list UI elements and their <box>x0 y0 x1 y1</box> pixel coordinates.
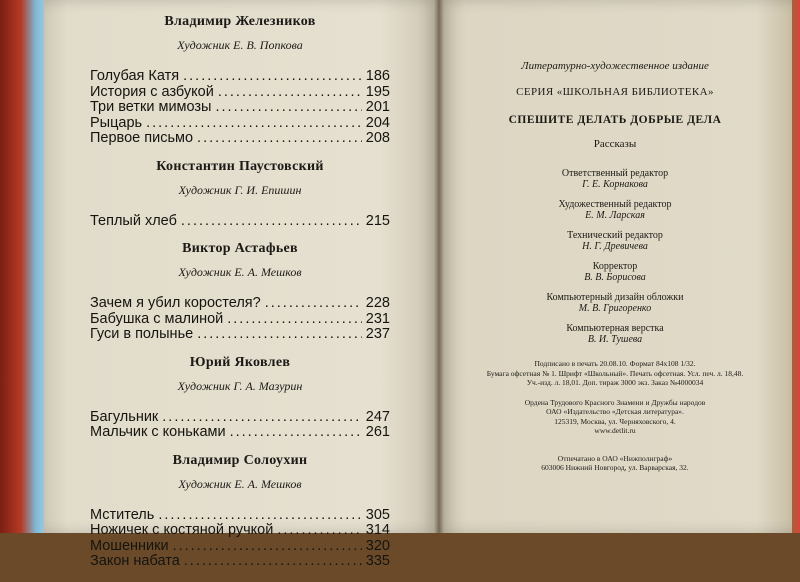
leader-dots <box>197 327 362 343</box>
story-title: Багульник <box>90 408 159 425</box>
leader-dots <box>162 410 362 426</box>
leader-dots <box>265 296 362 312</box>
leader-dots <box>184 554 362 570</box>
story-title: Теплый хлеб <box>90 212 177 229</box>
publisher-line: ОАО «Издательство «Детская литература». <box>546 407 684 416</box>
toc-entry <box>90 116 390 132</box>
page-number: 195 <box>365 83 390 100</box>
leader-dots <box>173 539 362 555</box>
story-title: Голубая Катя <box>90 68 180 84</box>
credit-item <box>462 168 768 190</box>
book-genre: Рассказы <box>593 138 637 150</box>
leader-dots <box>230 425 362 441</box>
credit-role: Ответственный редактор <box>561 168 669 179</box>
story-title: Первое письмо <box>90 130 194 146</box>
illustrator-credit: Художник Г. А. Мазурин <box>177 378 303 393</box>
page-number: 231 <box>365 310 390 327</box>
publisher-line: 125319, Москва, ул. Черняховского, 4. <box>554 416 676 426</box>
story-title: Рыцарь <box>90 114 143 131</box>
credit-name: В. В. Борисова <box>584 272 646 283</box>
story-title: Закон набата <box>90 553 180 569</box>
series-name: СЕРИЯ «ШКОЛЬНАЯ БИБЛИОТЕКА» <box>516 86 714 98</box>
toc-entry <box>90 539 390 555</box>
toc-entry <box>90 100 390 116</box>
imprint-page <box>462 60 768 473</box>
credit-name: В. И. Тушева <box>587 334 643 345</box>
leader-dots <box>183 69 362 85</box>
leader-dots <box>277 523 361 539</box>
page-number: 335 <box>365 553 390 569</box>
credit-name: Г. Е. Корнакова <box>582 179 648 190</box>
toc-entry <box>90 410 390 426</box>
print-spec-line: Уч.-изд. л. 18,01. Доп. тираж 3000 экз. Заказ №4000034 <box>526 378 704 387</box>
story-title: История с азбукой <box>90 83 214 100</box>
credit-name: Н. Г. Древичева <box>582 241 648 252</box>
story-title: Мальчик с коньками <box>90 424 226 440</box>
toc-entry <box>90 296 390 312</box>
toc-section <box>90 453 390 570</box>
leader-dots <box>197 131 362 147</box>
publisher-info <box>462 398 768 436</box>
illustrator-credit: Художник Е. В. Попкова <box>177 38 303 52</box>
printer-line: Отпечатано в ОАО «Нижполиграф» <box>557 453 673 463</box>
page-number: 201 <box>365 99 390 115</box>
credit-item <box>462 292 768 314</box>
page-number: 237 <box>365 326 390 342</box>
toc-entry <box>90 214 390 230</box>
toc-entry <box>90 312 390 328</box>
story-title: Зачем я убил коростеля? <box>90 295 261 311</box>
toc-section <box>90 14 390 147</box>
credit-item <box>462 230 768 252</box>
credit-role: Художественный редактор <box>558 199 672 210</box>
toc-section <box>90 159 390 230</box>
toc-entry <box>90 523 390 539</box>
publisher-line: www.detlit.ru <box>594 426 636 435</box>
story-title: Мошенники <box>90 537 169 554</box>
toc-entry <box>90 69 390 85</box>
credit-item <box>462 323 768 345</box>
toc-entry <box>90 131 390 147</box>
toc-entry <box>90 554 390 570</box>
toc-entry <box>90 508 390 524</box>
toc-entry <box>90 425 390 441</box>
page-number: 320 <box>365 537 390 554</box>
toc-section <box>90 241 390 343</box>
page-number: 247 <box>365 408 390 425</box>
credit-item <box>462 261 768 283</box>
credit-item <box>462 199 768 221</box>
table-of-contents <box>90 14 390 582</box>
leader-dots <box>158 508 361 524</box>
page-number: 314 <box>365 522 390 538</box>
printer-info <box>462 454 768 473</box>
toc-entry <box>90 327 390 343</box>
story-title: Гуси в полынье <box>90 326 194 342</box>
page-number: 215 <box>365 212 390 229</box>
page-number: 204 <box>365 114 390 131</box>
illustrator-credit: Художник Е. А. Мешков <box>178 265 302 279</box>
book-title: СПЕШИТЕ ДЕЛАТЬ ДОБРЫЕ ДЕЛА <box>508 114 722 126</box>
print-spec-line: Подписано в печать 20.08.10. Формат 84х108 1/32. <box>534 359 696 368</box>
printer-line: 603006 Нижний Новгород, ул. Варварская, 32. <box>541 463 689 472</box>
credit-name: М. В. Григоренко <box>578 303 652 314</box>
author-name: Константин Паустовский <box>156 158 324 174</box>
credit-role: Компьютерная верстка <box>566 323 664 334</box>
author-name: Юрий Яковлев <box>189 354 291 370</box>
page-number: 261 <box>365 424 390 440</box>
leader-dots <box>227 312 362 328</box>
leader-dots <box>146 116 362 132</box>
story-title: Ножичек с костяной ручкой <box>90 522 274 538</box>
page-number: 208 <box>365 130 390 146</box>
print-spec-line: Бумага офсетная № 1. Шрифт «Школьный». Печать офсетная. Усл. печ. л. 18,48. <box>486 368 744 378</box>
author-name: Владимир Солоухин <box>172 452 308 468</box>
page-number: 228 <box>365 295 390 311</box>
credit-role: Технический редактор <box>567 230 663 241</box>
leader-dots <box>218 85 362 101</box>
leader-dots <box>181 214 362 230</box>
publisher-line: Ордена Трудового Красного Знамени и Дружбы народов <box>524 397 706 407</box>
page-number: 305 <box>365 506 390 523</box>
edition-type: Литературно-художественное издание <box>521 60 709 72</box>
illustrator-credit: Художник Е. А. Мешков <box>178 476 302 491</box>
author-name: Виктор Астафьев <box>182 241 298 256</box>
illustrator-credit: Художник Г. И. Епишин <box>178 182 302 197</box>
author-name: Владимир Железников <box>164 14 316 29</box>
toc-section <box>90 355 390 441</box>
print-specs <box>462 359 768 388</box>
leader-dots <box>215 100 361 116</box>
credit-role: Компьютерный дизайн обложки <box>546 292 684 303</box>
credit-name: Е. М. Ларская <box>585 210 645 221</box>
book-gutter <box>434 0 444 533</box>
credit-role: Корректор <box>592 261 638 272</box>
story-title: Бабушка с малиной <box>90 310 224 327</box>
story-title: Мститель <box>90 506 155 523</box>
page-number: 186 <box>365 68 390 84</box>
credits-list <box>462 168 768 345</box>
toc-entry <box>90 85 390 101</box>
story-title: Три ветки мимозы <box>90 99 212 115</box>
